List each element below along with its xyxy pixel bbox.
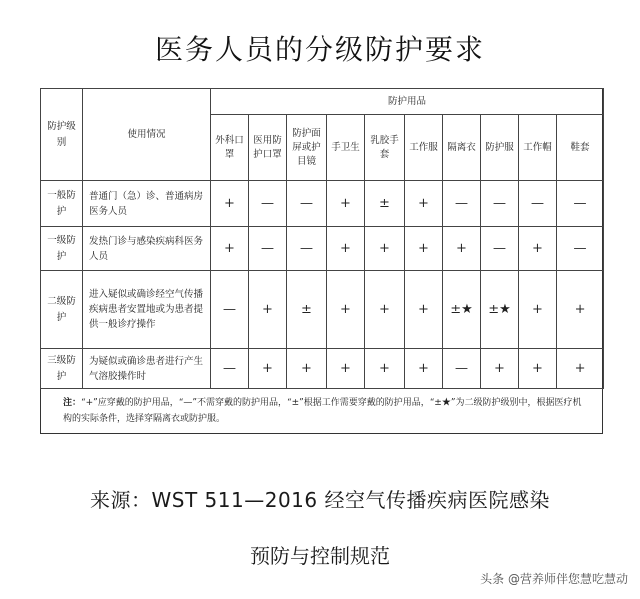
mark-cell: +: [327, 227, 365, 271]
row-level: 三级防护: [41, 349, 83, 389]
row-level: 一级防护: [41, 227, 83, 271]
protection-table: [40, 88, 604, 389]
mark-cell: ±: [365, 181, 405, 227]
col-header: 隔离衣: [443, 115, 481, 181]
mark-cell: +: [405, 181, 443, 227]
row-usage: 发热门诊与感染疾病科医务人员: [83, 227, 211, 271]
mark-cell: —: [481, 227, 519, 271]
mark-cell: —: [249, 227, 287, 271]
mark-cell: —: [443, 181, 481, 227]
row-usage: 普通门（急）诊、普通病房医务人员: [83, 181, 211, 227]
mark-cell: +: [249, 271, 287, 349]
col-header: 乳胶手套: [365, 115, 405, 181]
mark-cell: +: [211, 181, 249, 227]
header-level: 防护级别: [41, 89, 83, 181]
protection-table-sheet: [40, 88, 603, 434]
source-line-1: 来源：WST 511—2016 经空气传播疾病医院感染: [90, 488, 550, 512]
mark-cell: +: [211, 227, 249, 271]
col-header: 外科口罩: [211, 115, 249, 181]
mark-cell: +: [519, 271, 557, 349]
col-header: 鞋套: [557, 115, 604, 181]
mark-cell: +: [557, 349, 604, 389]
mark-cell: —: [211, 349, 249, 389]
mark-cell: +: [405, 271, 443, 349]
mark-cell: +: [365, 349, 405, 389]
mark-cell: —: [211, 271, 249, 349]
col-header: 医用防护口罩: [249, 115, 287, 181]
mark-cell: +: [249, 349, 287, 389]
mark-cell: —: [557, 181, 604, 227]
mark-cell: ±★: [481, 271, 519, 349]
col-header: 工作服: [405, 115, 443, 181]
mark-cell: —: [443, 349, 481, 389]
mark-cell: +: [365, 271, 405, 349]
row-usage: 进入疑似或确诊经空气传播疾病患者安置地或为患者提供一般诊疗操作: [83, 271, 211, 349]
mark-cell: ±: [287, 271, 327, 349]
table-row: [41, 227, 604, 271]
row-usage: 为疑似或确诊患者进行产生气溶胶操作时: [83, 349, 211, 389]
mark-cell: +: [519, 227, 557, 271]
mark-cell: —: [249, 181, 287, 227]
note-text: “+”应穿戴的防护用品，“—”不需穿戴的防护用品，“±”根据工作需要穿戴的防护用品，“±★”为二级防护级别中，根据医疗机构的实际条件，选择穿隔离衣或防护服。: [63, 398, 582, 424]
table-row: [41, 349, 604, 389]
watermark: 头条 @营养师伴您慧吃慧动: [480, 572, 628, 586]
header-protective-equipment: 防护用品: [211, 89, 604, 115]
mark-cell: —: [481, 181, 519, 227]
mark-cell: +: [327, 349, 365, 389]
mark-cell: —: [287, 181, 327, 227]
mark-cell: +: [327, 181, 365, 227]
header-usage: 使用情况: [83, 89, 211, 181]
col-header: 手卫生: [327, 115, 365, 181]
row-level: 一般防护: [41, 181, 83, 227]
mark-cell: +: [557, 271, 604, 349]
col-header: 工作帽: [519, 115, 557, 181]
mark-cell: —: [519, 181, 557, 227]
note-label: 注：: [63, 398, 82, 408]
mark-cell: +: [287, 349, 327, 389]
mark-cell: +: [481, 349, 519, 389]
row-level: 二级防护: [41, 271, 83, 349]
mark-cell: —: [287, 227, 327, 271]
table-row: [41, 181, 604, 227]
mark-cell: +: [327, 271, 365, 349]
source-line-2: 预防与控制规范: [250, 544, 390, 568]
mark-cell: +: [405, 349, 443, 389]
mark-cell: +: [365, 227, 405, 271]
col-header: 防护服: [481, 115, 519, 181]
mark-cell: ±★: [443, 271, 481, 349]
mark-cell: +: [443, 227, 481, 271]
mark-cell: +: [519, 349, 557, 389]
table-row: [41, 271, 604, 349]
page-title: 医务人员的分级防护要求: [154, 33, 485, 66]
mark-cell: +: [405, 227, 443, 271]
table-note: [63, 395, 583, 427]
col-header: 防护面屏或护目镜: [287, 115, 327, 181]
mark-cell: —: [557, 227, 604, 271]
